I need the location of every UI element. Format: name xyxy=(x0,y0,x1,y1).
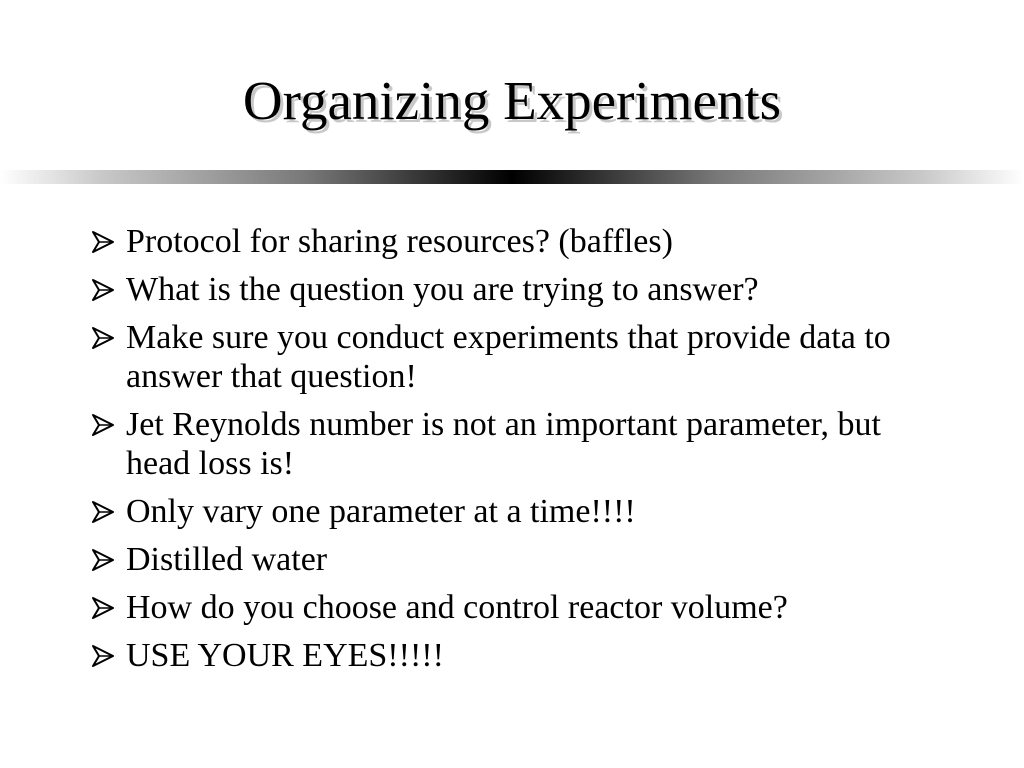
arrow-bullet-icon xyxy=(90,636,126,675)
arrow-bullet-icon xyxy=(90,405,126,444)
title-divider xyxy=(0,170,1024,184)
arrow-bullet-icon xyxy=(90,270,126,309)
arrow-bullet-icon xyxy=(90,222,126,261)
bullet-item xyxy=(90,540,950,579)
bullet-text: Protocol for sharing resources? (baffles) xyxy=(126,223,673,260)
bullet-text: How do you choose and control reactor volume? xyxy=(126,589,788,626)
bullet-item xyxy=(90,270,950,309)
bullet-item xyxy=(90,318,950,396)
arrow-bullet-icon xyxy=(90,318,126,357)
bullet-list xyxy=(90,222,950,684)
bullet-item xyxy=(90,636,950,675)
bullet-text: Make sure you conduct experiments that provide data to answer that question! xyxy=(126,319,891,395)
slide-title: Organizing Experiments xyxy=(242,70,782,131)
bullet-text: What is the question you are trying to answer? xyxy=(126,271,759,308)
bullet-item xyxy=(90,492,950,531)
bullet-text: USE YOUR EYES!!!!! xyxy=(126,637,444,674)
bullet-text: Only vary one parameter at a time!!!! xyxy=(126,493,636,530)
bullet-item xyxy=(90,588,950,627)
bullet-item xyxy=(90,222,950,261)
bullet-text: Jet Reynolds number is not an important parameter, but head loss is! xyxy=(126,406,881,482)
arrow-bullet-icon xyxy=(90,492,126,531)
bullet-text: Distilled water xyxy=(126,541,328,578)
arrow-bullet-icon xyxy=(90,588,126,627)
bullet-item xyxy=(90,405,950,483)
arrow-bullet-icon xyxy=(90,540,126,579)
